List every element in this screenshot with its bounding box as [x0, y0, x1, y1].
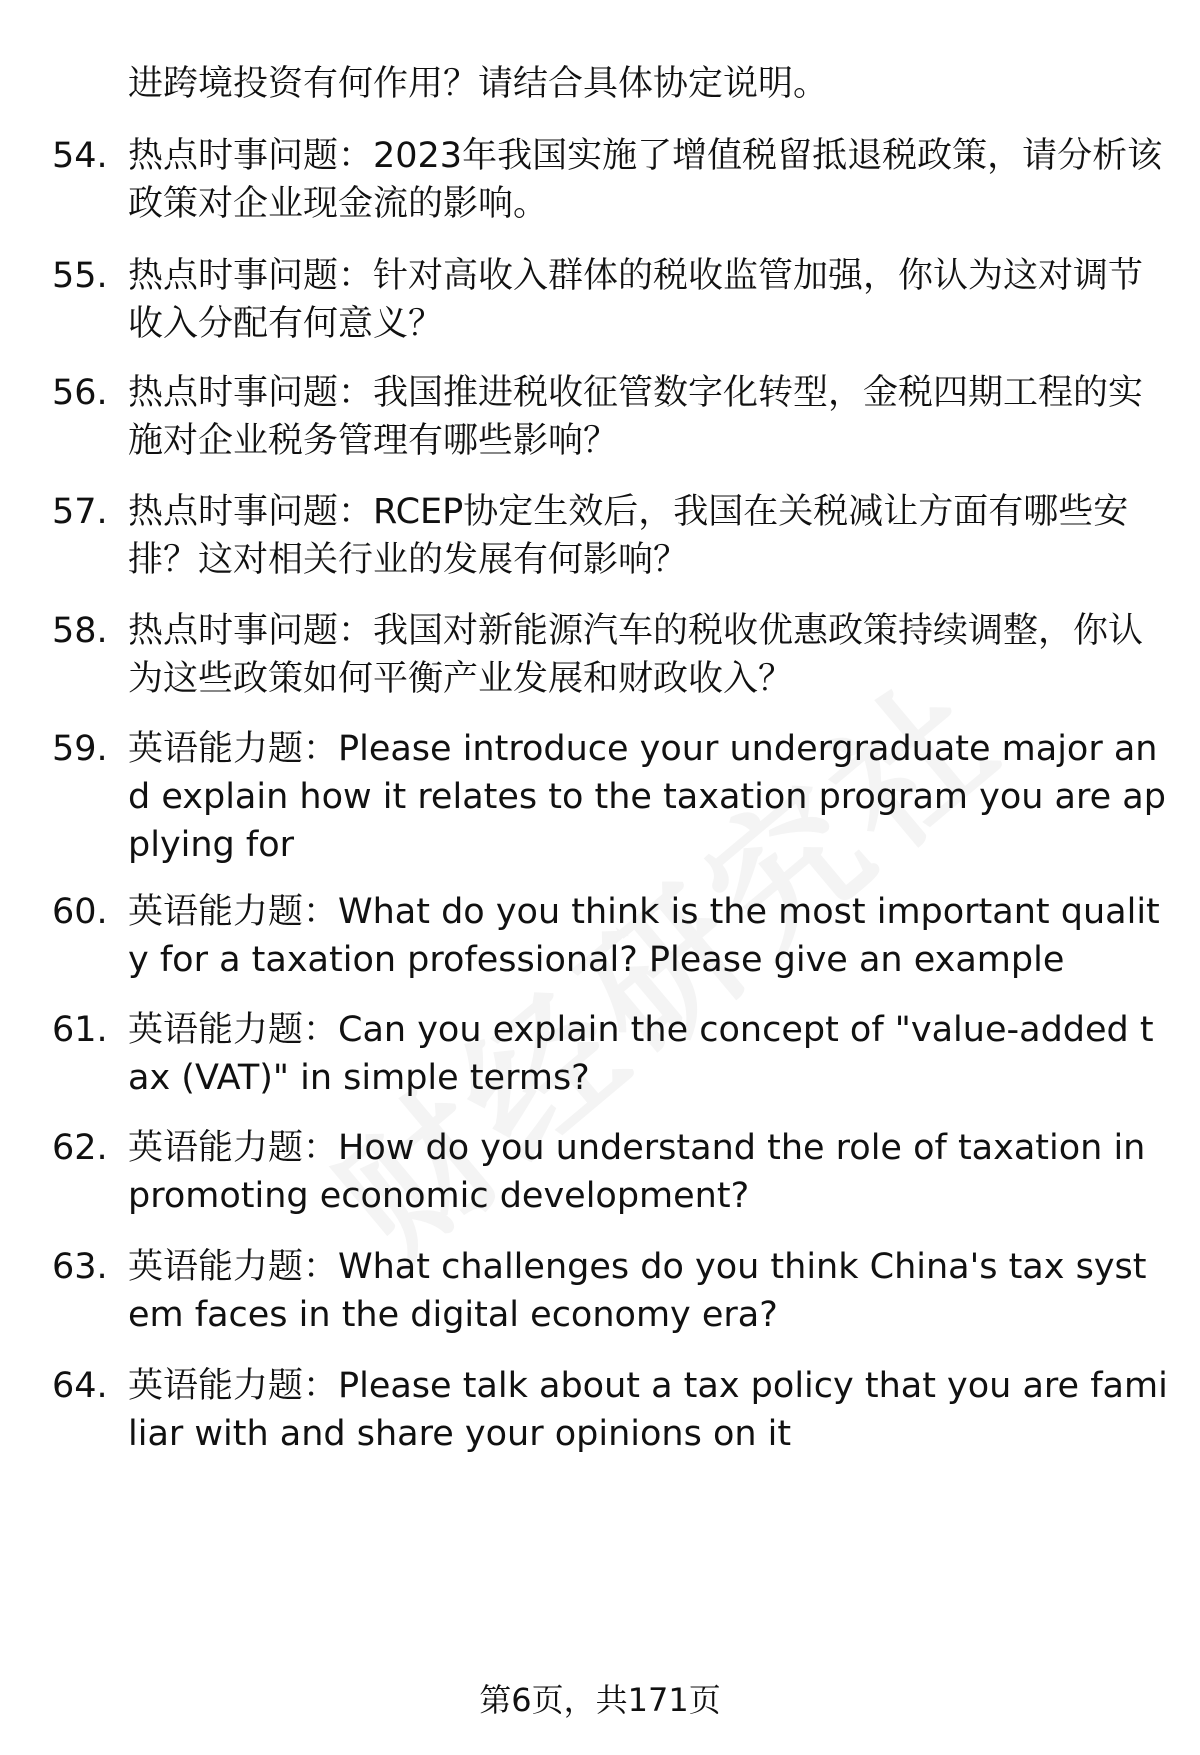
question-item [52, 1362, 1168, 1458]
question-number: 58. [52, 611, 108, 651]
question-text: 进跨境投资有何作用？请结合具体协定说明。 [128, 64, 829, 104]
question-item [52, 488, 1168, 584]
question-text: 英语能力题：What challenges do you think China's tax system faces in the digital economy era? [128, 1247, 1147, 1335]
question-item [52, 369, 1168, 465]
question-text: 英语能力题：How do you understand the role of taxation in promoting economic development? [128, 1128, 1146, 1216]
page-footer: 第6页，共171页 [479, 1681, 721, 1719]
question-text: 英语能力题：Please talk about a tax policy that you are familiar with and share your opinions on it [128, 1366, 1168, 1454]
question-text: 热点时事问题：我国推进税收征管数字化转型，金税四期工程的实施对企业税务管理有哪些影响？ [128, 373, 1144, 461]
question-text: 热点时事问题：我国对新能源汽车的税收优惠政策持续调整，你认为这些政策如何平衡产业发展和财政收入？ [128, 611, 1144, 699]
question-item [52, 1124, 1168, 1220]
question-text: 热点时事问题：2023年我国实施了增值税留抵退税政策，请分析该政策对企业现金流的影响。 [128, 136, 1163, 224]
question-text: 英语能力题：Please introduce your undergraduate major and explain how it relates to the taxation program you are applying for [128, 729, 1166, 865]
question-number: 62. [52, 1128, 108, 1168]
question-number: 64. [52, 1366, 108, 1406]
question-number: 56. [52, 373, 108, 413]
question-item [52, 607, 1168, 703]
question-number: 55. [52, 256, 108, 296]
question-item [52, 1243, 1168, 1339]
question-number: 63. [52, 1247, 108, 1287]
question-item [52, 132, 1168, 228]
question-text: 英语能力题：What do you think is the most important quality for a taxation professional? Please give an example [128, 892, 1160, 980]
question-number: 60. [52, 892, 108, 932]
question-item [52, 888, 1168, 984]
question-number: 57. [52, 492, 108, 532]
question-number: 61. [52, 1010, 108, 1050]
continuation-text [128, 60, 1168, 108]
question-number: 54. [52, 136, 108, 176]
question-item [52, 252, 1168, 348]
question-item [52, 1006, 1168, 1102]
question-text: 热点时事问题：RCEP协定生效后，我国在关税减让方面有哪些安排？这对相关行业的发展有何影响？ [128, 492, 1129, 580]
question-item [52, 725, 1168, 869]
question-number: 59. [52, 729, 108, 769]
question-text: 热点时事问题：针对高收入群体的税收监管加强，你认为这对调节收入分配有何意义？ [128, 256, 1144, 344]
question-text: 英语能力题：Can you explain the concept of "value-added tax (VAT)" in simple terms? [128, 1010, 1154, 1098]
